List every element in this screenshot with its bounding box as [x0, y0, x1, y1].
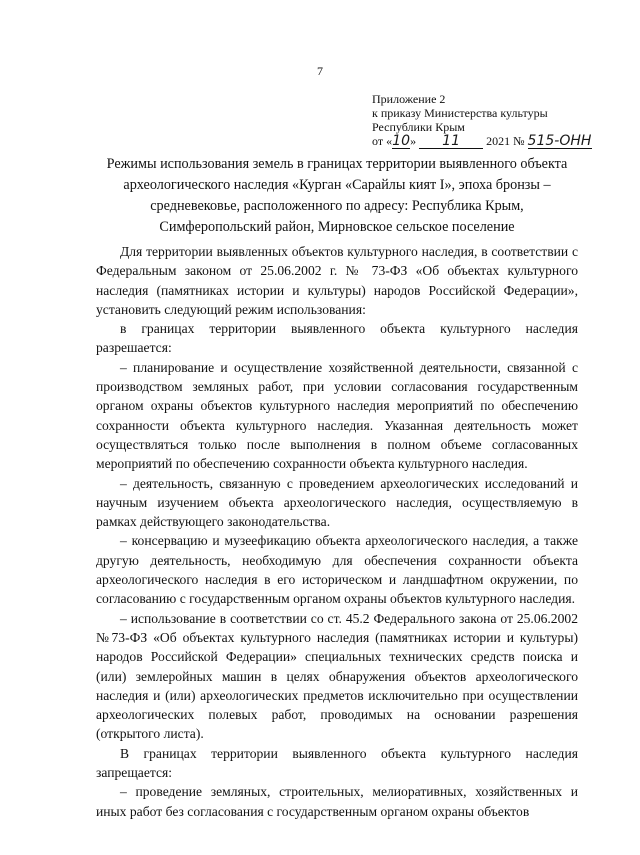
appendix-date-line: [372, 134, 612, 149]
paragraph-permitted-item: – деятельность, связанную с проведением археологических исследований и научным изучением объекта археологического наследия, осуществляемую в рамках действующего законодательства.: [96, 475, 578, 530]
handwritten-order-number: 515-ОНН: [527, 133, 592, 149]
paragraph-intro: Для территории выявленных объектов культурного наследия, в соответствии с Федеральным законом от 25.06.2002 г. № 73-ФЗ «Об объектах культурного наследия (памятниках истории и культуры) народов Российской Федерации», установить следующий режим использования:: [96, 244, 578, 317]
paragraph-prohibited-item: – проведение земляных, строительных, мелиоративных, хозяйственных и иных работ без согласования с государственным органом охраны объектов: [96, 784, 578, 819]
document-body: [96, 242, 578, 821]
handwritten-day: 10: [392, 133, 410, 149]
date-prefix: от «: [372, 134, 393, 148]
appendix-title: Приложение 2: [372, 92, 446, 106]
handwritten-month: 11: [419, 134, 483, 149]
appendix-republic: Республики Крым: [372, 120, 465, 134]
date-mid: »: [410, 134, 420, 148]
date-year: 2021 №: [486, 134, 525, 148]
document-title: Режимы использования земель в границах территории выявленного объекта археологического наследия «Курган «Сарайлы кият I», эпоха бронзы – средневековье, расположенного по адресу: Республика Крым, Симферопольский район, Мирновское сельское поселение: [106, 156, 568, 235]
paragraph-prohibited-heading: В границах территории выявленного объекта культурного наследия запрещается:: [96, 745, 578, 781]
paragraph-permitted-heading: в границах территории выявленного объекта культурного наследия разрешается:: [96, 321, 578, 356]
appendix-order-ref: к приказу Министерства культуры: [372, 106, 548, 120]
paragraph-permitted-item: – использование в соответствии со ст. 45.2 Федерального закона от 25.06.2002 №73-ФЗ «Об объектах культурного наследия (памятниках истории и культуры) народов Российской Федерации» специальных технических средств поиска и (или) землеройных машин в целях обнаружения объектов археологического наследия и (или) археологических предметов исключительно при осуществлении археологических полевых работ, проводимых на основании разрешения (открытого листа).: [96, 610, 578, 742]
page-number: 7: [317, 64, 323, 78]
paragraph-permitted-item: – планирование и осуществление хозяйственной деятельности, связанной с производством земляных работ, при условии согласования государственным органом охраны объектов культурного наследия мероприятий по обеспечению сохранности объекта культурного наследия. Указанная деятельность может осуществляться только после выполнения в полном объеме согласованных мероприятий по обеспечению сохранности объекта культурного наследия.: [96, 359, 578, 472]
appendix-header: [372, 92, 612, 149]
paragraph-permitted-item: – консервацию и музеефикацию объекта археологического наследия, а также другую деятельность, необходимую для обеспечения сохранности объекта археологического наследия в его историческом и ландшафтном окружении, по согласованию с государственным органом охраны объектов культурного наследия.: [96, 533, 578, 607]
